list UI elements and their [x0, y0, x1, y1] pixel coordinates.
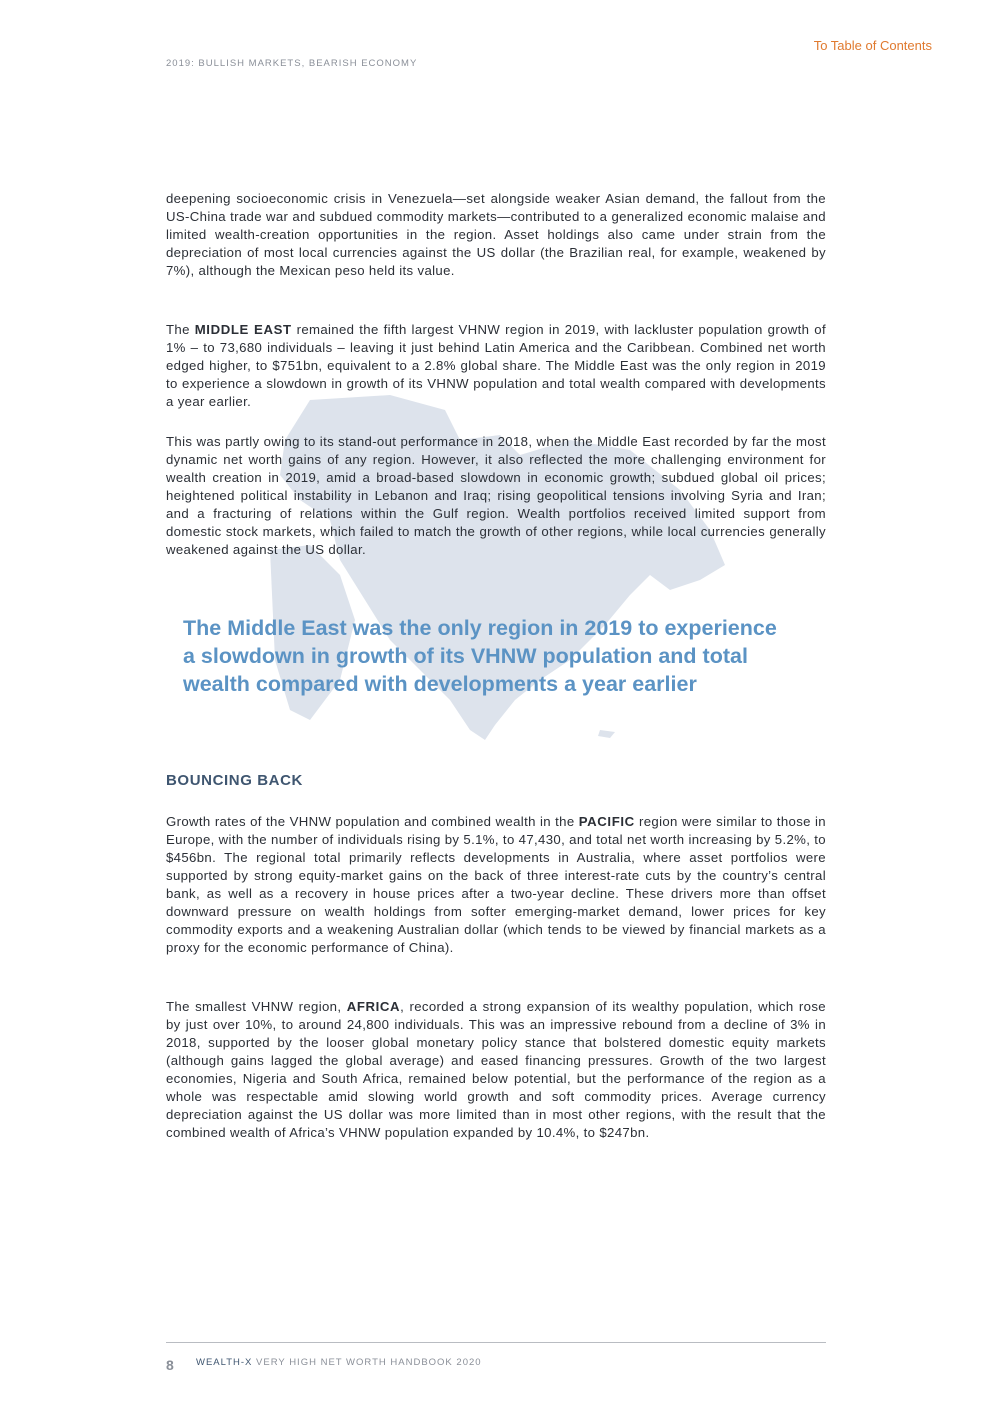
paragraph-africa-lead: The smallest VHNW region, — [166, 999, 347, 1014]
paragraph-middle-east-context: This was partly owing to its stand-out performance in 2018, when the Middle East recorded by far the most dynamic net worth gains of any region. However, it also reflected the more challenging environment for wealth creation in 2019, amid a broad-based slowdown in economic growth; subdued global oil prices; heightened political instability in Lebanon and Iraq; rising geopolitical tensions involving Syria and Iran; and a fracturing of relations within the Gulf region. Wealth portfolios received limited support from domestic stock markets, which failed to match the growth of other regions, while local currencies generally weakened against the US dollar. — [166, 434, 826, 557]
paragraph-africa — [166, 998, 826, 1142]
region-middle-east: MIDDLE EAST — [194, 322, 292, 337]
pull-quote: The Middle East was the only region in 2019 to experience a slowdown in growth of its VHNW population and total wealth compared with developments a year earlier — [183, 616, 777, 696]
region-africa: AFRICA — [346, 999, 401, 1014]
paragraph-middle-east-lead: The — [166, 322, 195, 337]
footer-divider — [166, 1342, 826, 1343]
footer-title: VERY HIGH NET WORTH HANDBOOK 2020 — [252, 1357, 482, 1368]
table-of-contents-link[interactable]: To Table of Contents — [813, 38, 932, 53]
paragraph-middle-east — [166, 321, 826, 411]
footer-publication-title — [196, 1357, 482, 1368]
footer-brand: WEALTH-X — [196, 1357, 253, 1368]
paragraph-africa-text: , recorded a strong expansion of its wealthy population, which rose by just over 10%, to around 24,800 individuals. This was an impressive rebound from a decline of 3% in 2018, supported by the looser global monetary policy stance that bolstered domestic equity markets (although gains lagged the global average) and eased financing pressures. Growth of the two largest economies, Nigeria and South Africa, remained below potential, but the performance of the region as a whole was respectable amid slowing world growth and soft commodity prices. Average currency depreciation against the US dollar was more limited than in most other regions, with the result that the combined wealth of Africa’s VHNW population expanded by 10.4%, to $247bn. — [166, 999, 826, 1140]
paragraph-pacific-text: region were similar to those in Europe, with the number of individuals rising by 5.1%, to 47,430, and total net worth increasing by 5.2%, to $456bn. The regional total primarily reflects developments in Australia, where asset portfolios were supported by strong equity-market gains on the back of three interest-rate cuts by the country’s central bank, as well as a recovery in house prices after a two-year decline. These drivers more than offset downward pressure on wealth holdings from softer emerging-market demand, lower prices for key commodity exports and a weakening Australian dollar (which tends to be viewed by financial markets as a proxy for the economic performance of China). — [166, 814, 826, 955]
page-number: 8 — [166, 1357, 174, 1373]
section-heading: BOUNCING BACK — [166, 772, 303, 789]
paragraph-middle-east-text: remained the fifth largest VHNW region in 2019, with lackluster population growth of 1% – to 73,680 individuals – leaving it just behind Latin America and the Caribbean. Combined net worth edged higher, to $751bn, equivalent to a 2.8% global share. The Middle East was the only region in 2019 to experience a slowdown in growth of its VHNW population and total wealth compared with developments a year earlier. — [166, 322, 827, 409]
paragraph-pacific-lead: Growth rates of the VHNW population and combined wealth in the — [166, 814, 579, 829]
paragraph-latin-america: deepening socioeconomic crisis in Venezuela—set alongside weaker Asian demand, the fallout from the US-China trade war and subdued commodity markets—contributed to a generalized economic malaise and limited wealth-creation opportunities in the region. Asset holdings also came under strain from the depreciation of most local currencies against the US dollar (the Brazilian real, for example, weakened by 7%), although the Mexican peso held its value. — [166, 191, 826, 278]
running-header: 2019: BULLISH MARKETS, BEARISH ECONOMY — [166, 58, 418, 69]
paragraph-pacific — [166, 813, 826, 957]
region-pacific: PACIFIC — [578, 814, 635, 829]
